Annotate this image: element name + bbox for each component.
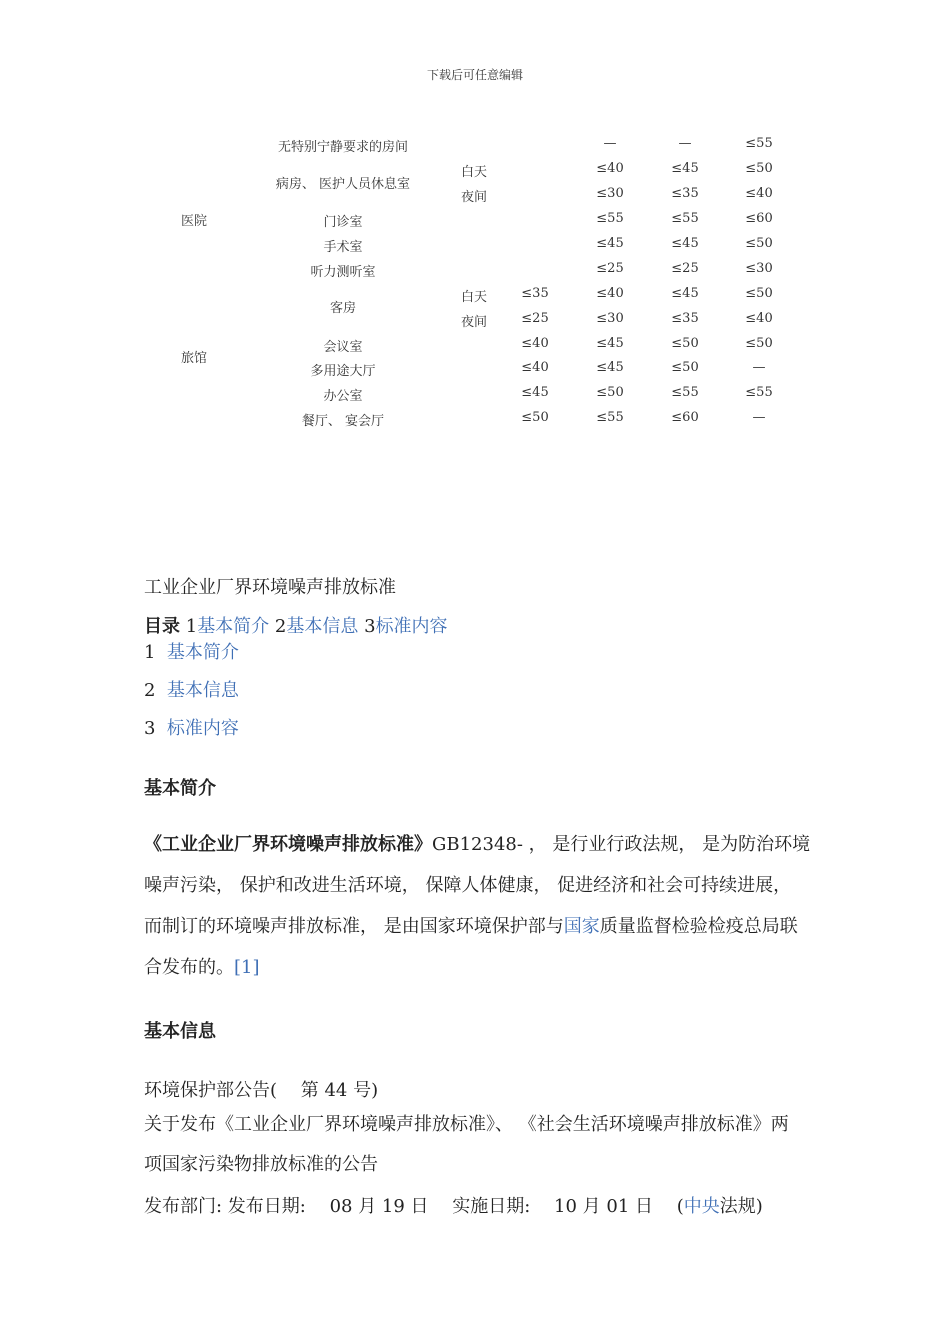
table-cell-c4: ≤50 [745, 161, 773, 176]
table-cell-c4: ≤30 [745, 261, 773, 276]
table-cell-c3: ≤45 [671, 286, 699, 301]
toc-link-content[interactable]: 标准内容 [375, 616, 448, 637]
table-cell-c1: ≤25 [521, 311, 549, 326]
table-cell-c1: ≤45 [521, 385, 549, 400]
toc-list-item: 1 基本简介 [144, 642, 239, 663]
table-cell-room: 餐厅、 宴会厅 [301, 414, 385, 429]
table-cell-c2: ≤25 [596, 261, 624, 276]
table-cell-c4: ≤60 [745, 211, 773, 226]
table-cell-room: 多用途大厅 [310, 364, 376, 379]
link-guojia[interactable]: 国家 [563, 916, 600, 937]
section-heading-info: 基本信息 [144, 1021, 216, 1042]
notice-line: 环境保护部公告( 第 44 号) [144, 1080, 379, 1101]
toc-label: 目录 [144, 616, 180, 637]
link-zhongyang[interactable]: 中央 [683, 1196, 720, 1217]
table-cell-c3: ≤50 [671, 360, 699, 375]
table-cell-room: 手术室 [323, 240, 363, 255]
release-dates: 发布部门: 发布日期: 08 月 19 日 实施日期: 10 月 01 日 (中央法规) [144, 1196, 763, 1217]
page-header: 下载后可任意编辑 [426, 68, 523, 82]
table-cell-c2: — [603, 136, 617, 151]
section-heading-intro: 基本简介 [144, 778, 216, 799]
table-cell-c4: ≤50 [745, 286, 773, 301]
table-cell-c1: ≤35 [521, 286, 549, 301]
table-cell-c3: ≤35 [671, 186, 699, 201]
reference-link[interactable]: [1] [234, 957, 260, 978]
room-label-guestroom: 客房 [329, 301, 357, 316]
table-cell-c4: ≤55 [745, 385, 773, 400]
table-cell-c2: ≤45 [596, 336, 624, 351]
toc-list-link-info[interactable]: 基本信息 [166, 680, 239, 701]
table-cell-period: 白天 [461, 165, 488, 180]
toc-list-link-content[interactable]: 标准内容 [166, 718, 239, 739]
table-cell-c4: — [752, 360, 766, 375]
group-label-hotel: 旅馆 [180, 351, 208, 366]
toc-num: 2 [274, 616, 287, 637]
table-cell-c3: ≤55 [671, 385, 699, 400]
table-cell-room: 无特别宁静要求的房间 [277, 140, 409, 155]
table-cell-c2: ≤55 [596, 410, 624, 425]
toc-list-item: 3 标准内容 [144, 718, 239, 739]
toc-list-item: 2 基本信息 [144, 680, 239, 701]
table-cell-c3: ≤50 [671, 336, 699, 351]
table-cell-room: 听力测听室 [310, 265, 376, 280]
table-cell-c3: ≤45 [671, 161, 699, 176]
table-cell-c4: ≤40 [745, 311, 773, 326]
table-cell-c2: ≤40 [596, 286, 624, 301]
table-cell-c4: — [752, 410, 766, 425]
table-cell-period: 夜间 [461, 315, 488, 330]
table-cell-c1: ≤40 [521, 336, 549, 351]
standard-code: GB12348- ， [432, 834, 547, 855]
document-title: 工业企业厂界环境噪声排放标准 [144, 577, 396, 598]
toc-num: 3 [364, 616, 376, 637]
table-cell-c3: ≤55 [671, 211, 699, 226]
table-cell-c3: ≤35 [671, 311, 699, 326]
toc-link-info[interactable]: 基本信息 [286, 616, 359, 637]
table-cell-c4: ≤50 [745, 336, 773, 351]
table-cell-c2: ≤50 [596, 385, 624, 400]
group-label-hospital: 医院 [180, 214, 208, 229]
toc-link-intro[interactable]: 基本简介 [197, 616, 270, 637]
table-cell-c2: ≤40 [596, 161, 624, 176]
table-cell-room: 会议室 [323, 340, 363, 355]
room-label-ward: 病房、 医护人员休息室 [275, 177, 411, 192]
table-cell-c2: ≤45 [596, 360, 624, 375]
table-cell-c2: ≤55 [596, 211, 624, 226]
table-cell-c3: ≤25 [671, 261, 699, 276]
table-cell-c2: ≤45 [596, 236, 624, 251]
toc-inline [144, 612, 448, 638]
table-cell-c3: — [678, 136, 692, 151]
standard-name: 《工业企业厂界环境噪声排放标准》 [144, 834, 432, 855]
release-announcement: 关于发布《工业企业厂界环境噪声排放标准》、 《社会生活环境噪声排放标准》两项国家污染物排放标准的公告 [144, 1114, 789, 1175]
table-cell-c3: ≤45 [671, 236, 699, 251]
table-cell-room: 门诊室 [323, 215, 363, 230]
table-cell-c2: ≤30 [596, 311, 624, 326]
table-cell-c4: ≤40 [745, 186, 773, 201]
table-cell-c1: ≤50 [521, 410, 549, 425]
table-cell-c3: ≤60 [671, 410, 699, 425]
intro-paragraph: 《工业企业厂界环境噪声排放标准》GB12348- ， 是行业行政法规， 是为防治环境噪声污染， 保护和改进生活环境， 保障人体健康， 促进经济和社会可持续进展， 而制订的环境噪声排放标准， 是由国家环境保护部与国家质量监督检验检疫总局联合发布的。[1] [144, 834, 811, 978]
toc-list-link-intro[interactable]: 基本简介 [166, 642, 239, 663]
table-cell-c1: ≤40 [521, 360, 549, 375]
table-cell-period: 夜间 [461, 190, 488, 205]
table-cell-c4: ≤50 [745, 236, 773, 251]
toc-num: 1 [185, 616, 198, 637]
table-cell-c4: ≤55 [745, 136, 773, 151]
table-cell-room: 办公室 [323, 389, 363, 404]
table-cell-period: 白天 [461, 290, 488, 305]
table-cell-c2: ≤30 [596, 186, 624, 201]
